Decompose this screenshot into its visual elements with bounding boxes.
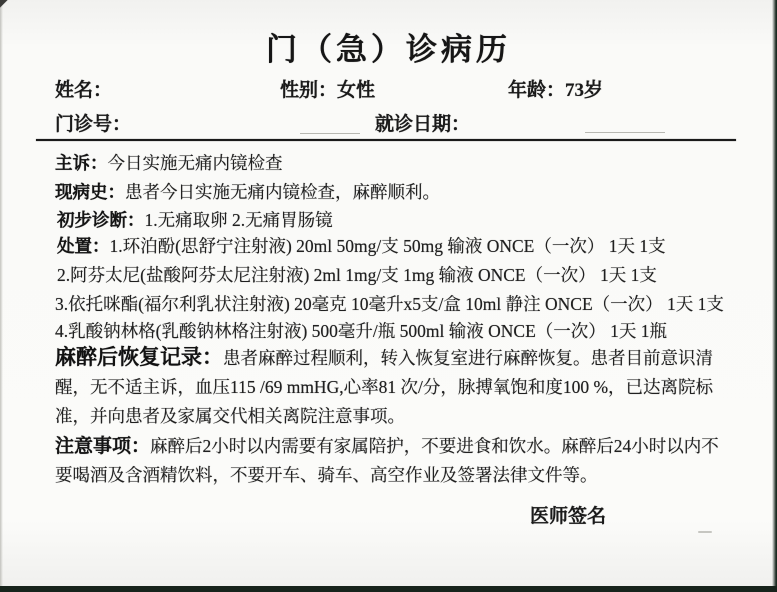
scan-smudge <box>698 531 712 533</box>
present-illness-label: 现病史： <box>55 182 125 202</box>
disposition-item-4: 4.乳酸钠林格(乳酸钠林格注射液) 500毫升/瓶 500ml 输液 ONCE（一次） 1天 1瓶 <box>55 321 668 341</box>
preliminary-diagnosis-line <box>57 207 333 232</box>
scan-corner-mark <box>0 0 9 9</box>
disposition-line-4 <box>55 318 667 343</box>
anesthesia-recovery-label: 麻醉后恢复记录： <box>55 345 223 369</box>
patient-gender-field <box>280 75 375 102</box>
precautions-text: 麻醉后2小时以内需要有家属陪护，不要进食和饮水。麻醉后24小时以内不要喝酒及含酒精饮料，不要开车、骑车、高空作业及签署法律文件等。 <box>55 436 719 485</box>
visit-date-label: 就诊日期： <box>375 114 471 135</box>
patient-name-label: 姓名： <box>55 80 113 101</box>
outpatient-number-field <box>55 109 131 136</box>
disposition-label: 处置： <box>57 236 110 256</box>
patient-name-field <box>55 75 112 102</box>
anesthesia-recovery-text: 患者麻醉过程顺利，转入恢复室进行麻醉恢复。患者目前意识清醒，无不适主诉，血压115 /69 mmHG,心率81 次/分，脉搏氧饱和度100 %，已达离院标准，并向患者及家属交代相关离院注意事项。 <box>55 348 714 426</box>
chief-complaint-label: 主诉： <box>55 153 108 173</box>
patient-age-field <box>508 75 603 102</box>
anesthesia-recovery-paragraph <box>55 343 727 431</box>
paper-edge-bottom <box>0 586 777 592</box>
disposition-line-2 <box>57 262 657 287</box>
physician-signature-label: 医师签名 <box>530 506 607 527</box>
patient-gender-value: 女性 <box>337 80 376 101</box>
disposition-item-3: 3.依托咪酯(福尔利乳状注射液) 20毫克 10毫升x5支/盒 10ml 静注 ONCE（一次） 1天 1支 <box>55 294 724 314</box>
visit-date-field <box>375 109 470 136</box>
page-title: 门（急）诊病历 <box>266 32 511 67</box>
scan-artifact-dash <box>585 132 665 133</box>
disposition-item-2: 2.阿芬太尼(盐酸阿芬太尼注射液) 2ml 1mg/支 1mg 输液 ONCE（一次） 1天 1支 <box>57 265 657 285</box>
present-illness-line <box>55 179 440 204</box>
present-illness-text: 患者今日实施无痛内镜检查，麻醉顺利。 <box>125 182 440 202</box>
preliminary-diagnosis-label: 初步诊断： <box>57 210 145 230</box>
patient-age-value: 73岁 <box>565 80 604 101</box>
precautions-label: 注意事项： <box>55 436 151 457</box>
chief-complaint-line <box>55 150 283 175</box>
paper-edge-left <box>0 0 3 592</box>
paper-edge-right <box>772 0 777 592</box>
outpatient-number-label: 门诊号： <box>55 114 132 135</box>
patient-age-label: 年龄： <box>508 80 566 101</box>
preliminary-diagnosis-text: 1.无痛取卵 2.无痛胃肠镜 <box>144 210 333 230</box>
precautions-paragraph <box>55 432 733 490</box>
chief-complaint-text: 今日实施无痛内镜检查 <box>107 153 283 173</box>
scan-artifact-dash <box>300 133 360 134</box>
disposition-line-1 <box>57 233 666 258</box>
disposition-item-1: 1.环泊酚(思舒宁注射液) 20ml 50mg/支 50mg 输液 ONCE（一次） 1天 1支 <box>109 236 666 256</box>
disposition-line-3 <box>55 291 724 316</box>
patient-gender-label: 性别： <box>280 80 338 101</box>
header-divider <box>36 139 736 141</box>
